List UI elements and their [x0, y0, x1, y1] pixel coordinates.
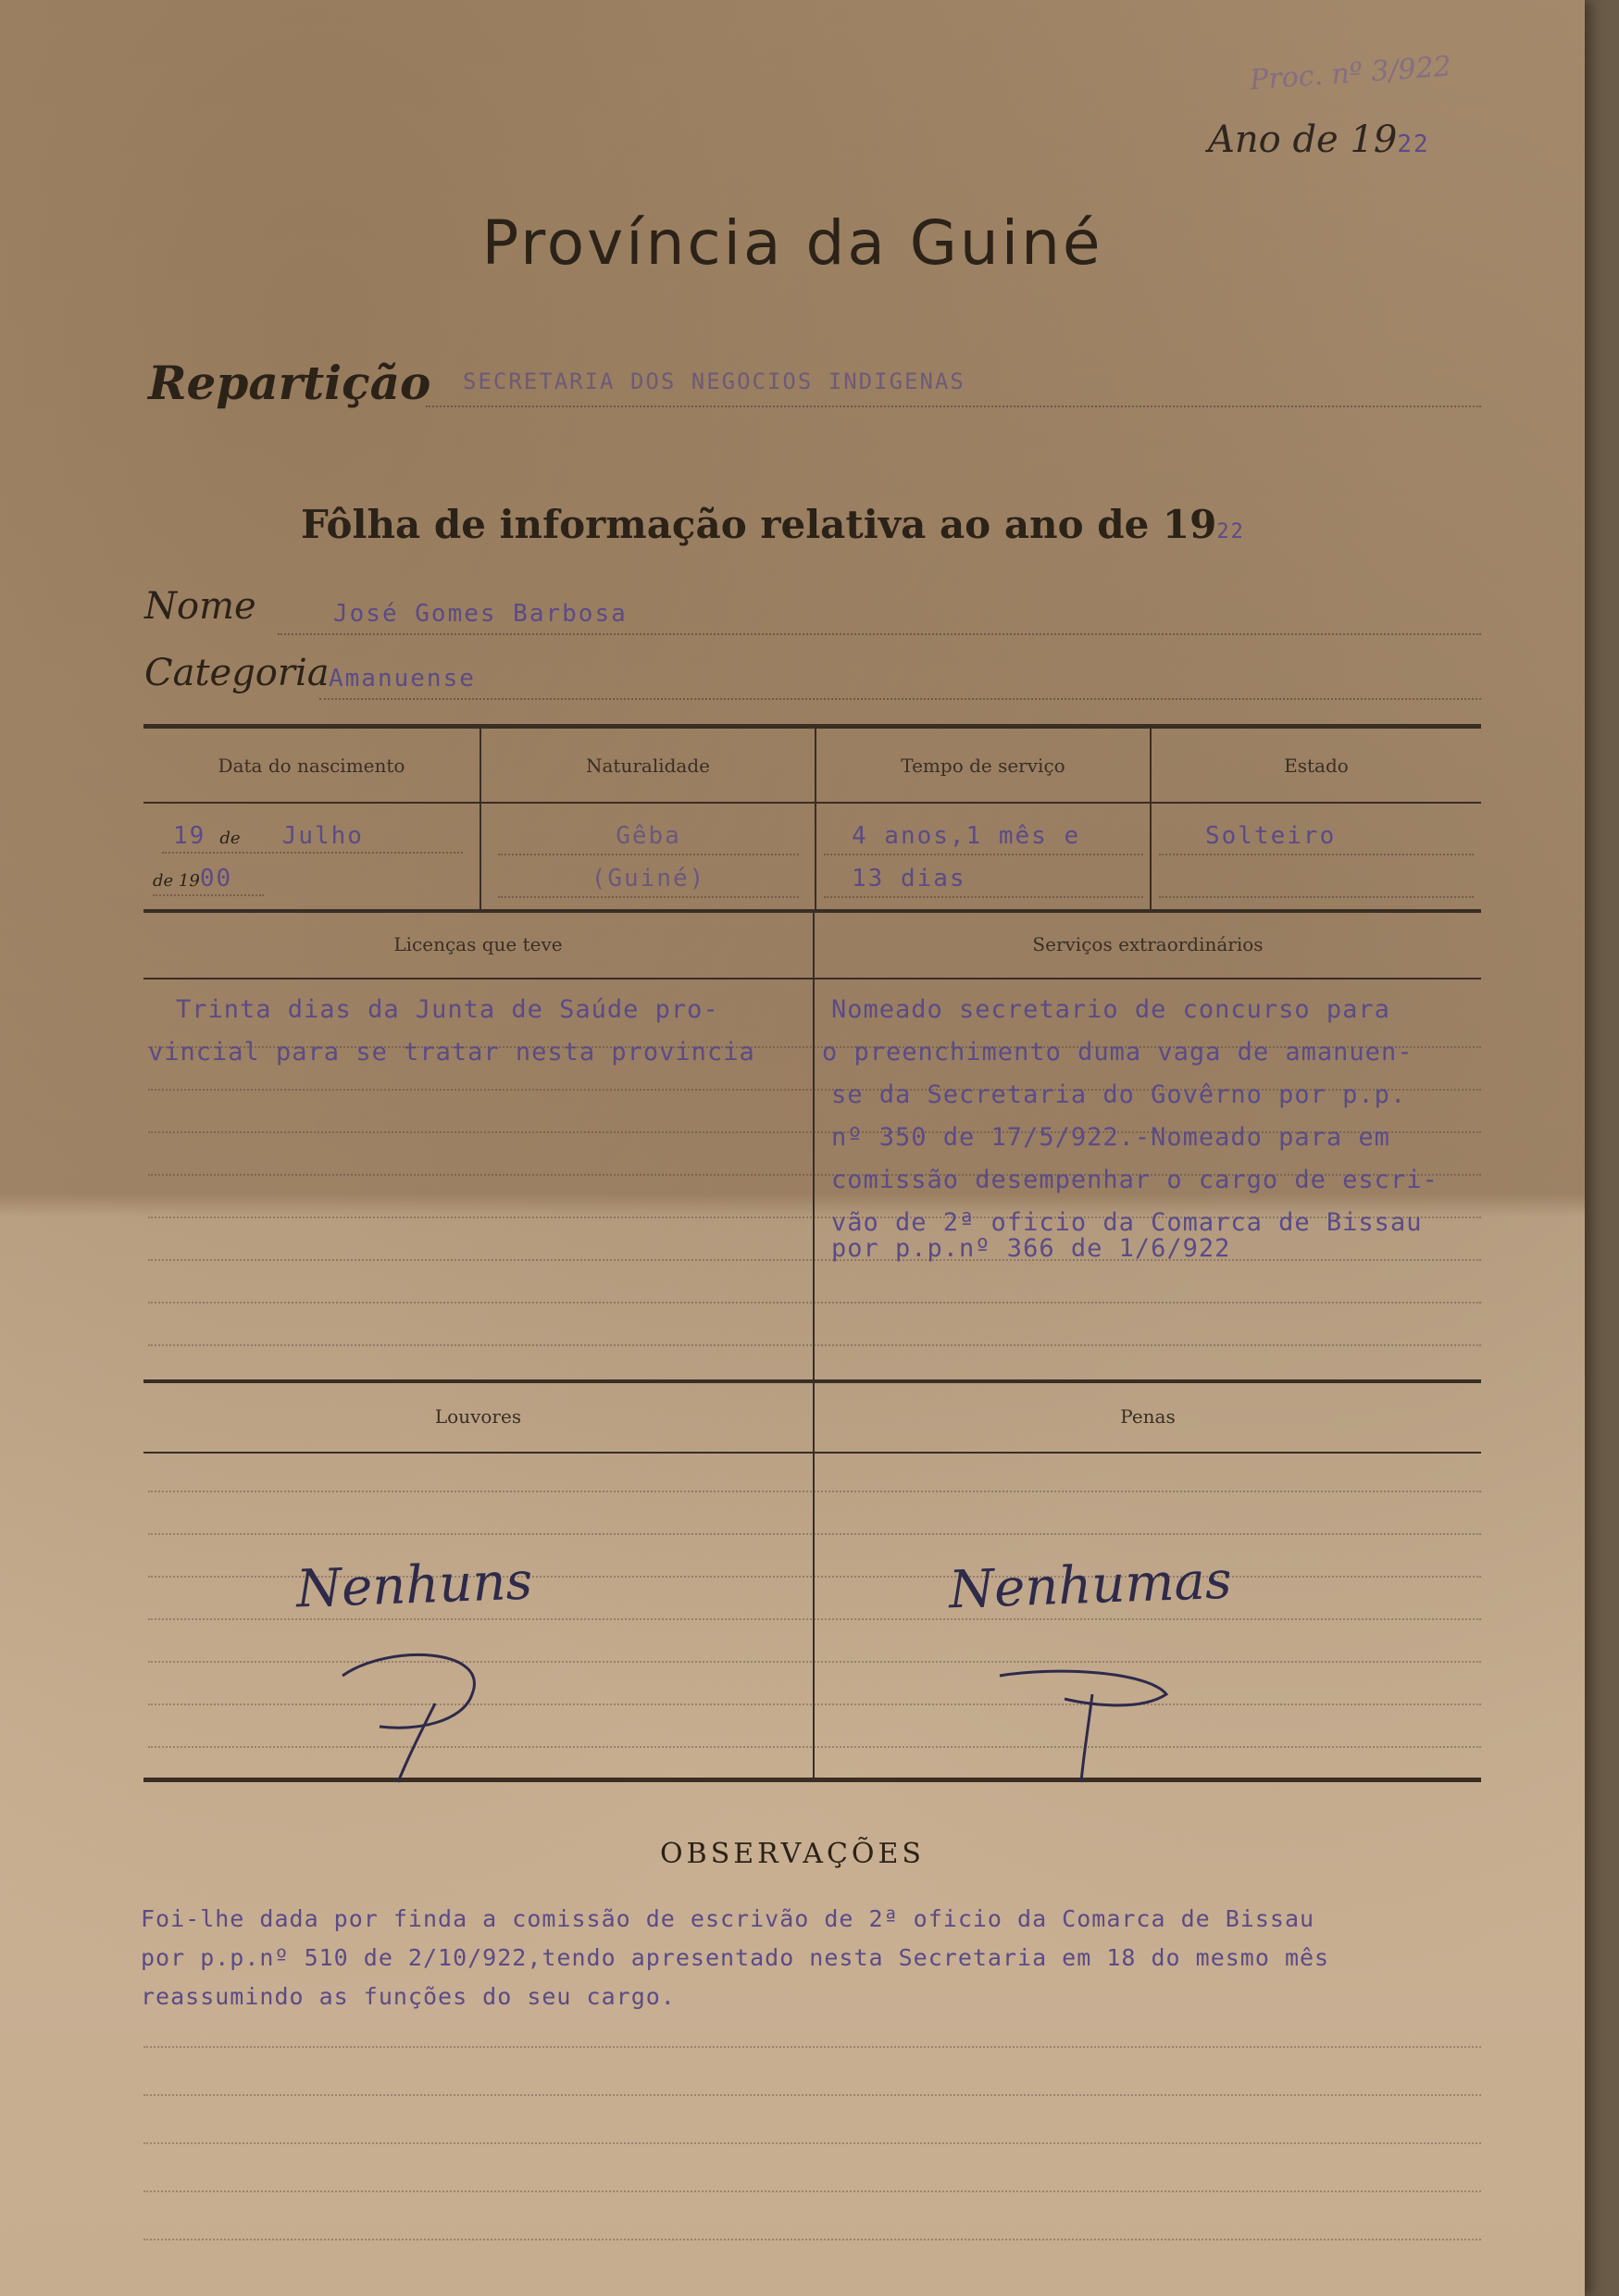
subtitle-year: 22 [1216, 520, 1245, 543]
table-top-rule [143, 724, 1481, 729]
birth-date-cell [153, 822, 472, 905]
servicos-line-6: vão de 2ª oficio da Comarca de Bissau [831, 1208, 1423, 1237]
tempo-line-1: 4 anos,1 mês e [824, 822, 1143, 855]
table1-head-rule [143, 802, 1481, 804]
header-licencas: Licenças que teve [393, 933, 563, 955]
tempo-servico-cell [824, 822, 1143, 905]
observacoes-rule-3 [143, 2142, 1481, 2144]
servicos-line-3: se da Secretaria do Govêrno por p.p. [831, 1080, 1407, 1109]
table2-rule-7 [148, 1302, 1481, 1304]
birth-day: 19 [173, 822, 206, 850]
categoria-value: Amanuense [329, 665, 476, 693]
observacoes-line-1: Foi-lhe dada por finda a comissão de escrivão de 2ª oficio da Comarca de Bissau [141, 1905, 1315, 1932]
year-label: Ano de 19 [1208, 119, 1398, 161]
nome-line [278, 600, 1481, 635]
page-title: Província da Guiné [481, 207, 1103, 279]
header-penas: Penas [1120, 1405, 1176, 1428]
observacoes-line-3: reassumindo as funções do seu cargo. [141, 1983, 676, 2010]
year-line [1208, 119, 1430, 161]
header-data-nascimento: Data do nascimento [218, 755, 405, 777]
estado-cell [1159, 822, 1474, 905]
table2-rule-6 [148, 1259, 1481, 1261]
header-servicos: Serviços extraordinários [1032, 933, 1264, 955]
categoria-line [319, 665, 1481, 700]
louvores-flourish [305, 1639, 528, 1787]
servicos-line-2: o preenchimento duma vaga de amanuen- [822, 1038, 1414, 1067]
tempo-line-2: 13 dias [824, 865, 1143, 898]
naturalidade-line-1: Gêba [498, 822, 799, 855]
table3-rule-1 [148, 1491, 1481, 1492]
birth-line-1 [162, 822, 463, 854]
table2-divider [813, 913, 815, 1379]
reparticao-line [426, 368, 1481, 407]
form-number: Proc. nº 3/922 [1249, 50, 1452, 97]
header-estado: Estado [1284, 755, 1349, 777]
servicos-line-1: Nomeado secretario de concurso para [831, 995, 1390, 1024]
nome-value: José Gomes Barbosa [333, 600, 628, 628]
categoria-label: Categoria [144, 652, 330, 694]
birth-year: 00 [199, 865, 233, 892]
nome-label: Nome [144, 585, 256, 628]
observacoes-title: OBSERVAÇÕES [660, 1838, 925, 1870]
estado-value: Solteiro [1159, 822, 1474, 855]
table2-rule-8 [148, 1344, 1481, 1346]
subtitle-text: Fôlha de informação relativa ao ano de 19 [301, 502, 1217, 547]
licencas-line-2: vincial para se tratar nesta provincia [148, 1038, 755, 1067]
servicos-line-5: comissão desempenhar o cargo de escri- [831, 1166, 1438, 1194]
naturalidade-line-2: (Guiné) [498, 865, 799, 898]
servicos-line-4: nº 350 de 17/5/922.-Nomeado para em [831, 1123, 1390, 1152]
louvores-value: Nenhuns [294, 1551, 534, 1620]
birth-month: Julho [281, 822, 364, 850]
estado-line-2 [1159, 865, 1474, 898]
header-naturalidade: Naturalidade [586, 755, 710, 777]
reparticao-value: SECRETARIA DOS NEGOCIOS INDIGENAS [463, 368, 965, 394]
header-tempo-servico: Tempo de serviço [901, 755, 1065, 777]
observacoes-line-2: por p.p.nº 510 de 2/10/922,tendo apresentado nesta Secretaria em 18 do mesmo mês [141, 1944, 1330, 1971]
penas-flourish [981, 1648, 1203, 1787]
servicos-line-7: por p.p.nº 366 de 1/6/922 [831, 1234, 1231, 1263]
header-louvores: Louvores [434, 1405, 522, 1428]
licencas-line-1: Trinta dias da Junta de Saúde pro- [176, 995, 719, 1024]
birth-year-prefix: de 19 [153, 871, 200, 891]
birth-de: de [219, 829, 241, 848]
birth-line-2 [153, 865, 264, 896]
table3-rule-2 [148, 1533, 1481, 1535]
observacoes-rule-4 [143, 2190, 1481, 2192]
observacoes-rule-5 [143, 2239, 1481, 2240]
observacoes-rule-2 [143, 2094, 1481, 2096]
reparticao-label: Repartição [148, 356, 431, 410]
naturalidade-cell [489, 822, 808, 905]
table3-divider [813, 1383, 815, 1778]
table3-rule-4 [148, 1618, 1481, 1620]
observacoes-rule-1 [143, 2046, 1481, 2048]
subtitle [301, 502, 1245, 547]
year-value: 22 [1397, 131, 1430, 158]
penas-value: Nenhumas [947, 1550, 1233, 1621]
